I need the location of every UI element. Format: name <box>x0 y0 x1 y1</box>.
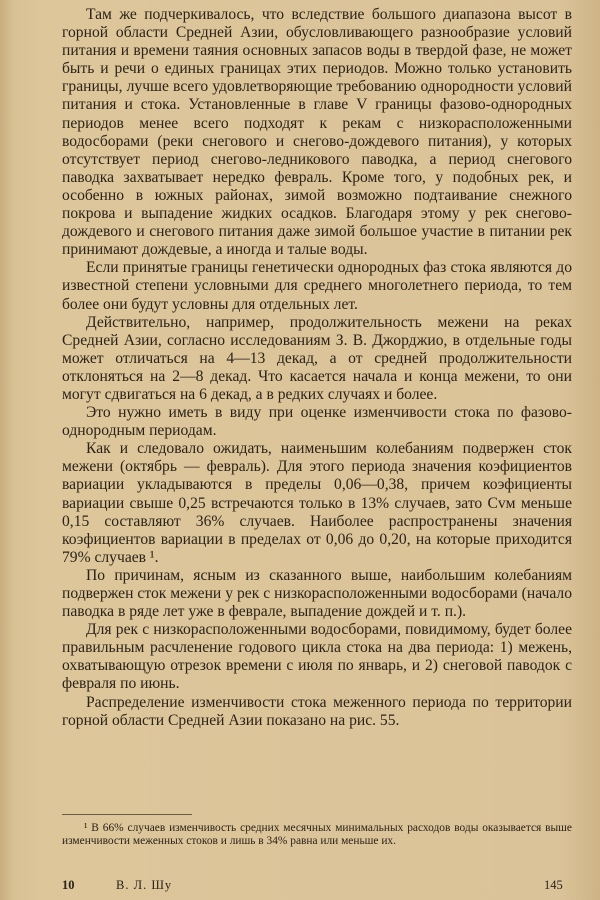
sheet-number: 10 <box>62 878 75 892</box>
body-text <box>62 6 572 730</box>
paragraph-8: Распределение изменчивости стока меженного периода по территории горной области Средней Азии показано на рис. 55. <box>62 693 572 729</box>
paragraph-3: Действительно, например, продолжительность межени на реках Средней Азии, согласно исследованиям З. В. Джорджио, в отдельные годы может отличаться на 4—13 декад, а от средней продолжительности отклоняться на 2—8 декад. Что касается начала и конца межени, то они могут сдвигаться на 6 декад, а в редких случаях и более. <box>62 313 572 403</box>
paragraph-5: Как и следовало ожидать, наименьшим колебаниям подвержен сток межени (октябрь — февраль). Для этого периода значения коэфициентов вариации укладываются в пределы 0,06—0,38, причем коэфициенты вариации свыше 0,25 встречаются только в 13% случаев, зато Cvм меньше 0,15 составляют 36% случаев. Наиболее распространены значения коэфициентов вариации в пределах от 0,06 до 0,20, на которые приходится 79% случаев ¹. <box>62 440 572 566</box>
paragraph-7: Для рек с низкорасположенными водосборами, повидимому, будет более правильным расчленение годового цикла стока на два периода: 1) межень, охватывающую отрезок времени с июля по январь, и 2) снеговой паводок с февраля по июнь. <box>62 621 572 693</box>
paragraph-6: По причинам, ясным из сказанного выше, наибольшим колебаниям подвержен сток межени у рек с низкорасположенными водосборами (начало паводка в ряде лет уже в феврале, выпадение дождей и т. п.). <box>62 566 572 621</box>
page-footer <box>0 878 600 896</box>
page-number: 145 <box>544 878 563 892</box>
footnote-divider <box>62 814 192 815</box>
printer-signature: В. Л. Шу <box>116 878 173 892</box>
footnote-text: ¹ В 66% случаев изменчивость средних месячных минимальных расходов воды оказывается выше изменчивости меженных стоков и лишь в 34% равна или меньше их. <box>62 822 572 848</box>
paragraph-1: Там же подчеркивалось, что вследствие большого диапазона высот в горной области Средней Азии, обусловливающего разнообразие условий питания и времени таяния основных запасов воды в твердой фазе, не может быть и речи о единых границах этих периодов. Можно только установить границы, лучше всего удовлетворяющие требованию однородности условий питания и стока. Установленные в главе V границы фазово-однородных периодов менее всего подходят к рекам с низкорасположенными водосборами (реки снегового и снегово-дождевого питания), у которых отсутствует период снегово-ледникового паводка, а период снегового паводка захватывает нередко февраль. Кроме того, у подобных рек, и особенно в южных районах, зимой возможно подтаивание снежного покрова и выпадение жидких осадков. Благодаря этому у рек снегово-дождевого и снегового питания даже зимой большое участие в питании рек принимают дождевые, а иногда и талые воды. <box>62 6 572 259</box>
footnote <box>62 822 572 848</box>
paragraph-4: Это нужно иметь в виду при оценке изменчивости стока по фазово-однородным периодам. <box>62 404 572 440</box>
paragraph-2: Если принятые границы генетически однородных фаз стока являются до известной степени условными для среднего многолетнего периода, то тем более они будут условны для отдельных лет. <box>62 259 572 313</box>
